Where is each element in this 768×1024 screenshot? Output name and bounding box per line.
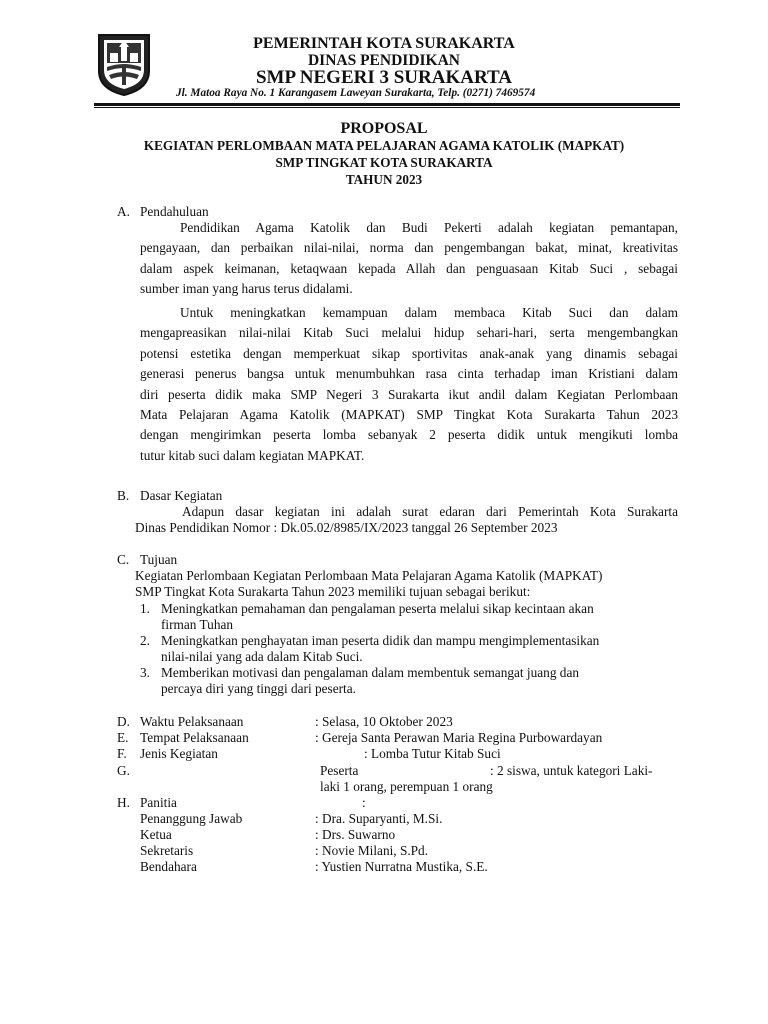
list-item-text: percaya diri yang tinggi dari peserta. (161, 681, 356, 696)
section-g-value: : 2 siswa, untuk kategori Laki- (490, 763, 653, 778)
committee-role: Sekretaris (140, 843, 194, 858)
letterhead-school-name: SMP NEGERI 3 SURAKARTA (255, 67, 513, 88)
paragraph-line: generasi penerus bangsa untuk menumbuhkan rasa cinta terhadap iman Kristiani dalam (140, 366, 678, 382)
document-title: PROPOSAL (340, 120, 428, 137)
letterhead-government: PEMERINTAH KOTA SURAKARTA (253, 35, 515, 52)
section-f-value: : Lomba Tutur Kitab Suci (364, 746, 501, 761)
paragraph-line: tutur kitab suci dalam kegiatan MAPKAT. (140, 447, 365, 463)
paragraph-line: Mata Pelajaran Agama Katolik (MAPKAT) SMP Tingkat Kota Surakarta Tahun 2023 (140, 407, 678, 423)
section-d-value: : Selasa, 10 Oktober 2023 (315, 714, 453, 729)
list-item-number: 3. (140, 665, 150, 680)
section-a-paragraph-1 (140, 218, 678, 300)
committee-role: Ketua (140, 827, 172, 842)
section-h-label: Panitia (140, 795, 177, 810)
list-item-text: Memberikan motivasi dan pengalaman dalam membentuk semangat juang dan (161, 665, 579, 680)
paragraph-line: mengapreasikan nilai-nilai Kitab Suci melalui hidup sehari-hari, serta mengembangkan (140, 325, 678, 341)
section-f-marker: F. (117, 746, 127, 761)
paragraph-line: pengayaan, dan perbaikan nilai-nilai, norma dan pengembangan bakat, minat, kreativitas (140, 240, 678, 256)
section-g-label: Peserta (320, 763, 359, 778)
section-h-marker: H. (117, 795, 130, 810)
section-e-marker: E. (117, 730, 129, 745)
section-c-heading: Tujuan (140, 552, 178, 567)
committee-name: : Dra. Suparyanti, M.Si. (315, 811, 443, 826)
section-c-intro-line-2: SMP Tingkat Kota Surakarta Tahun 2023 memiliki tujuan sebagai berikut: (135, 584, 531, 599)
section-d-marker: D. (117, 714, 130, 729)
document-subtitle-line3: TAHUN 2023 (345, 172, 423, 187)
section-h-colon: : (362, 795, 366, 810)
section-a-paragraph-2 (140, 303, 678, 466)
paragraph-line: dengan mengirimkan peserta lomba sebanyak 2 peserta didik untuk mengikuti lomba (140, 427, 678, 443)
list-item-number: 2. (140, 633, 150, 648)
document-subtitle-line1: KEGIATAN PERLOMBAAN MATA PELAJARAN AGAMA KATOLIK (MAPKAT) (143, 138, 625, 153)
committee-name: : Yustien Nurratna Mustika, S.E. (315, 859, 488, 874)
section-f-label: Jenis Kegiatan (140, 746, 218, 761)
committee-role: Bendahara (140, 859, 197, 874)
section-e-label: Tempat Pelaksanaan (140, 730, 249, 745)
section-c-marker: C. (117, 552, 130, 567)
committee-name: : Drs. Suwarno (315, 827, 396, 842)
paragraph-line: potensi estetika dengan memperkuat sikap sportivitas anak-anak yang dinamis sebagai (140, 345, 678, 361)
list-item-text: Meningkatkan penghayatan iman peserta didik dan mampu mengimplementasikan (161, 633, 600, 648)
section-g-marker: G. (117, 763, 130, 778)
paragraph-line: diri peserta didik maka SMP Negeri 3 Surakarta ikut andil dalam Kegiatan Perlombaan (140, 386, 678, 402)
letterhead-department: DINAS PENDIDIKAN (307, 52, 460, 69)
section-d-label: Waktu Pelaksanaan (140, 714, 244, 729)
list-item-text: nilai-nilai yang ada dalam Kitab Suci. (161, 649, 363, 664)
section-b-heading: Dasar Kegiatan (140, 488, 223, 503)
paragraph-line: Untuk meningkatkan kemampuan dalam membaca Kitab Suci dan dalam (180, 305, 678, 320)
section-b-line-1: Adapun dasar kegiatan ini adalah surat edaran dari Pemerintah Kota Surakarta (182, 504, 678, 519)
committee-role: Penanggung Jawab (140, 811, 243, 826)
paragraph-line: Pendidikan Agama Katolik dan Budi Pekerti adalah kegiatan pemantapan, (180, 220, 678, 235)
committee-name: : Novie Milani, S.Pd. (315, 843, 429, 858)
paragraph-line: sumber iman yang harus terus didalami. (140, 281, 353, 297)
paragraph-line: dalam aspek keimanan, ketaqwaan kepada Allah dan penguasaan Kitab Suci , sebagai (140, 260, 678, 276)
list-item-text: Meningkatkan pemahaman dan pengalaman peserta melalui sikap kecintaan akan (161, 601, 594, 616)
section-b-line-2: Dinas Pendidikan Nomor : Dk.05.02/8985/IX/2023 tanggal 26 September 2023 (135, 520, 558, 535)
letterhead-divider-thick (94, 103, 680, 106)
section-g-value-continued: laki 1 orang, perempuan 1 orang (320, 779, 493, 794)
list-item-number: 1. (140, 601, 150, 616)
list-item-text: firman Tuhan (161, 617, 234, 632)
section-c-intro-line-1: Kegiatan Perlombaan Kegiatan Perlombaan Mata Pelajaran Agama Katolik (MAPKAT) (135, 568, 603, 583)
section-b-marker: B. (117, 488, 130, 503)
section-a-marker: A. (117, 204, 130, 219)
letterhead-address: Jl. Matoa Raya No. 1 Karangasem Laweyan Surakarta, Telp. (0271) 7469574 (176, 87, 536, 99)
section-a-heading: Pendahuluan (140, 204, 209, 219)
section-e-value: : Gereja Santa Perawan Maria Regina Purbowardayan (315, 730, 603, 745)
letterhead-divider-thin (94, 107, 680, 108)
document-subtitle-line2: SMP TINGKAT KOTA SURAKARTA (275, 155, 493, 170)
